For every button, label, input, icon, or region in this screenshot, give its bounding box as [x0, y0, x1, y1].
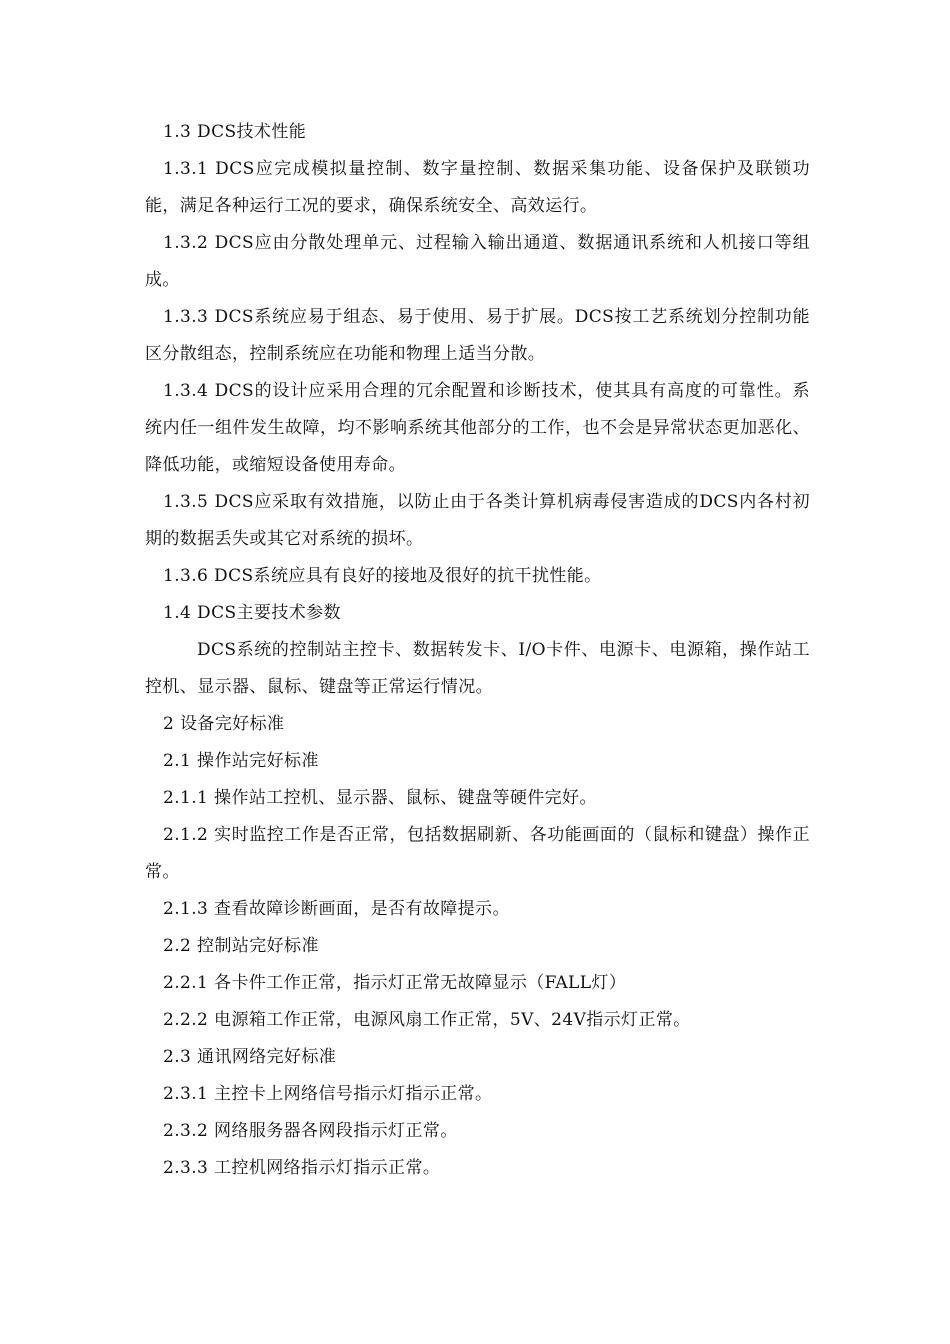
- paragraph-2-1-2: 2.1.2 实时监控工作是否正常，包括数据刷新、各功能画面的（鼠标和键盘）操作正常。: [145, 825, 810, 882]
- section-heading-2-2: 2.2 控制站完好标准: [163, 936, 319, 956]
- paragraph-2-1-3: 2.1.3 查看故障诊断画面，是否有故障提示。: [163, 899, 510, 919]
- paragraph-1-3-2: 1.3.2 DCS应由分散处理单元、过程输入输出通道、数据通讯系统和人机接口等组成。: [145, 233, 810, 290]
- paragraph-1-3-3: 1.3.3 DCS系统应易于组态、易于使用、易于扩展。DCS按工艺系统划分控制功能区分散组态，控制系统应在功能和物理上适当分散。: [145, 307, 810, 364]
- paragraph-2-2-1: 2.2.1 各卡件工作正常，指示灯正常无故障显示（FALL灯）: [163, 973, 627, 993]
- paragraph-2-3-1: 2.3.1 主控卡上网络信号指示灯指示正常。: [163, 1084, 493, 1104]
- paragraph-1-3-5: 1.3.5 DCS应采取有效措施，以防止由于各类计算机病毒侵害造成的DCS内各村初期的数据丢失或其它对系统的损坏。: [145, 492, 810, 549]
- section-heading-1-4: 1.4 DCS主要技术参数: [163, 603, 341, 623]
- paragraph-2-3-3: 2.3.3 工控机网络指示灯指示正常。: [163, 1158, 441, 1178]
- section-heading-2-3: 2.3 通讯网络完好标准: [163, 1047, 337, 1067]
- paragraph-1-4-body: DCS系统的控制站主控卡、数据转发卡、I/O卡件、电源卡、电源箱，操作站工控机、显示器、鼠标、键盘等正常运行情况。: [145, 640, 810, 697]
- paragraph-1-3-4: 1.3.4 DCS的设计应采用合理的冗余配置和诊断技术，使其具有高度的可靠性。系统内任一组件发生故障，均不影响系统其他部分的工作，也不会是异常状态更加恶化、降低功能，或缩短设备使用寿命。: [145, 381, 810, 475]
- paragraph-2-1-1: 2.1.1 操作站工控机、显示器、鼠标、键盘等硬件完好。: [163, 788, 597, 808]
- document-page: [145, 114, 810, 1187]
- paragraph-1-3-6: 1.3.6 DCS系统应具有良好的接地及很好的抗干扰性能。: [163, 566, 602, 586]
- section-heading-1-3: 1.3 DCS技术性能: [163, 122, 307, 142]
- paragraph-2-3-2: 2.3.2 网络服务器各网段指示灯正常。: [163, 1121, 458, 1141]
- section-heading-2: 2 设备完好标准: [163, 714, 285, 734]
- paragraph-2-2-2: 2.2.2 电源箱工作正常，电源风扇工作正常，5V、24V指示灯正常。: [163, 1010, 691, 1030]
- section-heading-2-1: 2.1 操作站完好标准: [163, 751, 319, 771]
- paragraph-1-3-1: 1.3.1 DCS应完成模拟量控制、数字量控制、数据采集功能、设备保护及联锁功能，满足各种运行工况的要求，确保系统安全、高效运行。: [145, 159, 810, 216]
